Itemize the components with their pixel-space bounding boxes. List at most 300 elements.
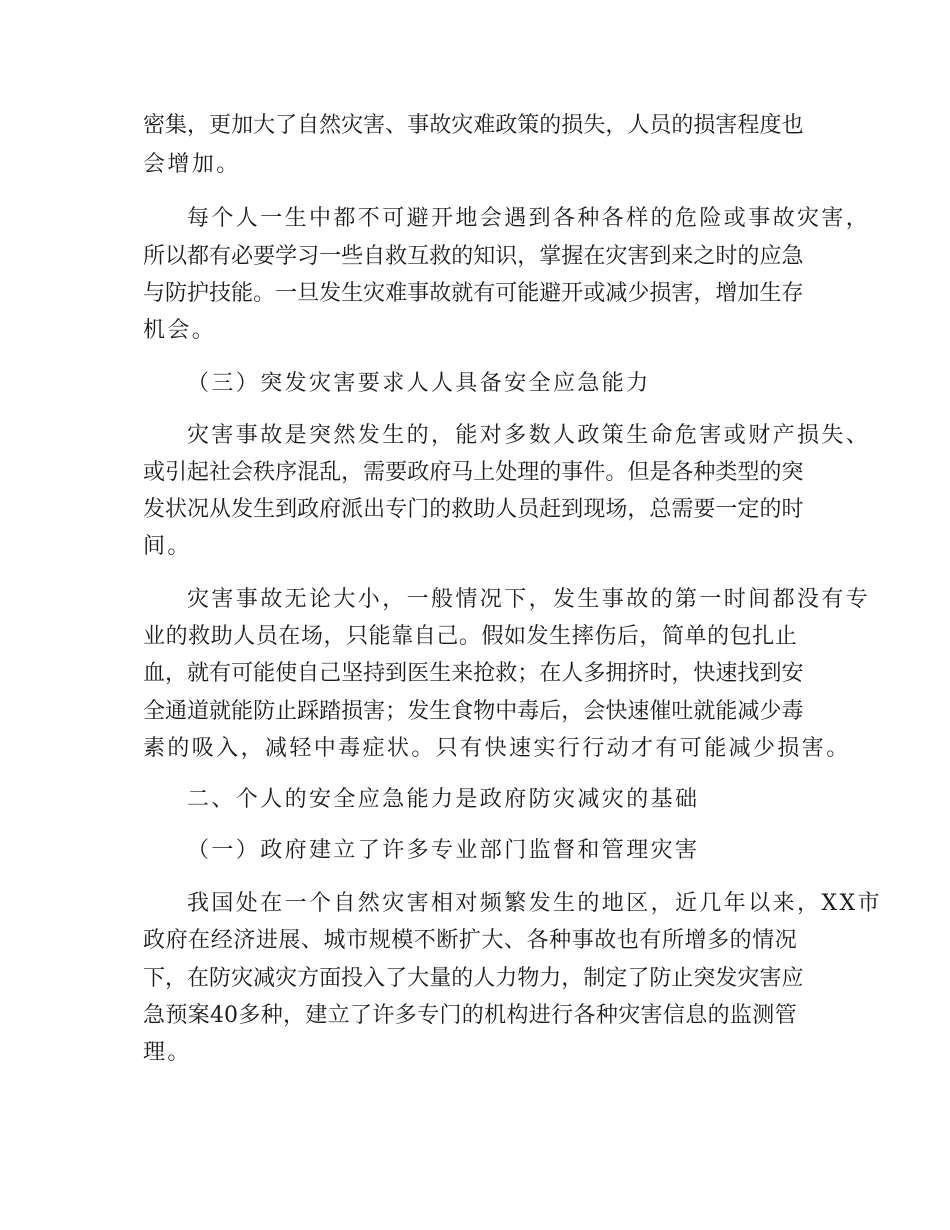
glyph: 人 bbox=[627, 113, 650, 138]
glyph: 人 bbox=[473, 966, 496, 991]
glyph: 一 bbox=[275, 281, 298, 306]
glyph: 自 bbox=[363, 244, 386, 269]
glyph: 程 bbox=[737, 113, 760, 138]
glyph: 到 bbox=[561, 497, 584, 522]
glyph: ， bbox=[165, 661, 188, 686]
glyph: 政 bbox=[297, 497, 320, 522]
paragraph-line bbox=[143, 274, 804, 314]
glyph: 的 bbox=[707, 624, 730, 649]
glyph: 员 bbox=[517, 497, 540, 522]
glyph: 种 bbox=[693, 460, 716, 485]
glyph: 所 bbox=[661, 928, 684, 953]
glyph: 防 bbox=[649, 966, 672, 991]
glyph: 投 bbox=[341, 966, 364, 991]
glyph: 类 bbox=[715, 460, 738, 485]
glyph: 方 bbox=[297, 966, 320, 991]
section-heading: （三）突发灾害要求人人具备安全应急能力 bbox=[187, 371, 651, 396]
glyph: 所 bbox=[143, 244, 166, 269]
glyph: 立 bbox=[327, 1003, 350, 1028]
glyph: 引 bbox=[165, 460, 188, 485]
glyph: 模 bbox=[391, 928, 414, 953]
glyph: 在 bbox=[188, 928, 211, 953]
glyph: 的 bbox=[759, 460, 782, 485]
glyph: 少 bbox=[627, 281, 650, 306]
glyph: 多 bbox=[707, 928, 730, 953]
paragraph-line bbox=[143, 921, 797, 961]
paragraph-line: 我国处在一个自然灾害相对频繁发生的地区，近几年以来，XX市 bbox=[187, 891, 882, 916]
glyph: 员 bbox=[649, 113, 672, 138]
glyph: 面 bbox=[319, 966, 342, 991]
glyph: ， bbox=[605, 113, 628, 138]
glyph: 使 bbox=[275, 661, 298, 686]
glyph: ， bbox=[639, 624, 662, 649]
glyph: 一 bbox=[319, 244, 342, 269]
glyph: 害 bbox=[715, 113, 738, 138]
glyph: 应 bbox=[781, 966, 804, 991]
glyph: 损 bbox=[341, 699, 364, 724]
glyph: 快 bbox=[605, 699, 628, 724]
glyph: 催 bbox=[649, 699, 672, 724]
glyph: ， bbox=[165, 966, 188, 991]
glyph: 食 bbox=[451, 699, 474, 724]
glyph: 赶 bbox=[539, 497, 562, 522]
glyph: 扩 bbox=[458, 928, 481, 953]
glyph: 构 bbox=[506, 1003, 529, 1028]
paragraph-line bbox=[143, 996, 797, 1036]
glyph: 政 bbox=[407, 460, 430, 485]
glyph: 灾 bbox=[341, 113, 364, 138]
glyph: 。 bbox=[458, 624, 481, 649]
glyph: 场 bbox=[300, 624, 323, 649]
glyph: 救 bbox=[429, 244, 452, 269]
glyph: 各 bbox=[526, 928, 549, 953]
glyph: 避 bbox=[539, 281, 562, 306]
glyph: 发 bbox=[319, 281, 342, 306]
glyph: 测 bbox=[752, 1003, 775, 1028]
glyph: 处 bbox=[495, 460, 518, 485]
glyph: 专 bbox=[417, 1003, 440, 1028]
glyph: 序 bbox=[275, 460, 298, 485]
glyph: 害 bbox=[363, 113, 386, 138]
glyph: 事 bbox=[407, 281, 430, 306]
glyph: 理 bbox=[517, 460, 540, 485]
glyph: 少 bbox=[759, 699, 782, 724]
glyph: 密 bbox=[143, 113, 166, 138]
glyph: 更 bbox=[209, 113, 232, 138]
glyph: 物 bbox=[517, 966, 540, 991]
glyph: 扎 bbox=[752, 624, 775, 649]
glyph: 能 bbox=[231, 281, 254, 306]
glyph: 发 bbox=[231, 497, 254, 522]
glyph: 救 bbox=[495, 661, 518, 686]
glyph: 的 bbox=[451, 966, 474, 991]
glyph: 坚 bbox=[341, 661, 364, 686]
glyph: 防 bbox=[253, 699, 276, 724]
glyph: 灾 bbox=[363, 281, 386, 306]
glyph: 己 bbox=[436, 624, 459, 649]
glyph: 找 bbox=[737, 661, 760, 686]
glyph: ， bbox=[517, 244, 540, 269]
glyph: 在 bbox=[583, 244, 606, 269]
glyph: 、 bbox=[300, 928, 323, 953]
paragraph-line bbox=[143, 106, 804, 146]
glyph: 毒 bbox=[781, 699, 804, 724]
glyph: 出 bbox=[363, 497, 386, 522]
glyph: 难 bbox=[385, 281, 408, 306]
glyph: 助 bbox=[210, 624, 233, 649]
glyph: 情 bbox=[752, 928, 775, 953]
glyph: 的 bbox=[539, 113, 562, 138]
glyph: 事 bbox=[571, 928, 594, 953]
glyph: 损 bbox=[649, 281, 672, 306]
glyph: 踏 bbox=[319, 699, 342, 724]
glyph: 业 bbox=[143, 624, 166, 649]
glyph: 护 bbox=[187, 281, 210, 306]
glyph: 生 bbox=[253, 497, 276, 522]
glyph: 人 bbox=[233, 624, 256, 649]
glyph: 发 bbox=[407, 699, 430, 724]
glyph: 急 bbox=[781, 244, 804, 269]
glyph: 存 bbox=[781, 281, 804, 306]
glyph: 秩 bbox=[253, 460, 276, 485]
glyph: 的 bbox=[451, 244, 474, 269]
glyph: 速 bbox=[715, 661, 738, 686]
glyph: 生 bbox=[429, 661, 452, 686]
glyph: 府 bbox=[165, 928, 188, 953]
glyph: 安 bbox=[781, 661, 804, 686]
glyph: 有 bbox=[639, 928, 662, 953]
glyph: 加 bbox=[231, 113, 254, 138]
glyph: 政 bbox=[143, 928, 166, 953]
glyph: 能 bbox=[517, 281, 540, 306]
glyph: 门 bbox=[407, 497, 430, 522]
paragraph-line: 灾害事故无论大小，一般情况下，发生事故的第一时间都没有专 bbox=[187, 587, 871, 612]
glyph: 机 bbox=[484, 1003, 507, 1028]
glyph: 踩 bbox=[297, 699, 320, 724]
glyph: 规 bbox=[368, 928, 391, 953]
glyph: 的 bbox=[759, 497, 782, 522]
glyph: 也 bbox=[781, 113, 804, 138]
paragraph-line: 间。 bbox=[143, 534, 192, 559]
glyph: 要 bbox=[253, 244, 276, 269]
glyph: 大 bbox=[481, 928, 504, 953]
glyph: 掌 bbox=[539, 244, 562, 269]
glyph: 或 bbox=[143, 460, 166, 485]
glyph: 如 bbox=[504, 624, 527, 649]
glyph: 定 bbox=[737, 497, 760, 522]
glyph: 止 bbox=[671, 966, 694, 991]
glyph: 害 bbox=[363, 699, 386, 724]
glyph: 拥 bbox=[605, 661, 628, 686]
glyph: 损 bbox=[693, 113, 716, 138]
glyph: 的 bbox=[737, 244, 760, 269]
glyph: 多 bbox=[238, 1003, 261, 1028]
glyph: 学 bbox=[275, 244, 298, 269]
glyph: 种 bbox=[595, 1003, 618, 1028]
glyph: 有 bbox=[473, 281, 496, 306]
glyph: 生 bbox=[759, 281, 782, 306]
glyph: 一 bbox=[715, 497, 738, 522]
glyph: 止 bbox=[774, 624, 797, 649]
glyph: ， bbox=[323, 624, 346, 649]
glyph: 起 bbox=[187, 460, 210, 485]
glyph: 些 bbox=[341, 244, 364, 269]
glyph: 度 bbox=[759, 113, 782, 138]
glyph: ； bbox=[385, 699, 408, 724]
glyph: 时 bbox=[781, 497, 804, 522]
glyph: 要 bbox=[385, 460, 408, 485]
glyph: 是 bbox=[649, 460, 672, 485]
glyph: 互 bbox=[407, 244, 430, 269]
glyph: 来 bbox=[451, 661, 474, 686]
glyph: 了 bbox=[627, 966, 650, 991]
glyph: 速 bbox=[627, 699, 650, 724]
glyph: 的 bbox=[165, 624, 188, 649]
paragraph-line bbox=[143, 617, 797, 657]
paragraph-line bbox=[143, 654, 804, 694]
glyph: 就 bbox=[693, 699, 716, 724]
glyph: 只 bbox=[346, 624, 369, 649]
glyph: 吐 bbox=[671, 699, 694, 724]
glyph: 物 bbox=[473, 699, 496, 724]
glyph: 就 bbox=[451, 281, 474, 306]
glyph: 各 bbox=[671, 460, 694, 485]
glyph: 失 bbox=[583, 113, 606, 138]
glyph: 门 bbox=[439, 1003, 462, 1028]
glyph: 上 bbox=[473, 460, 496, 485]
glyph: 事 bbox=[561, 460, 584, 485]
glyph: ， bbox=[187, 113, 210, 138]
glyph: 管 bbox=[774, 1003, 797, 1028]
glyph: 减 bbox=[253, 966, 276, 991]
glyph: 救 bbox=[451, 497, 474, 522]
glyph: 医 bbox=[407, 661, 430, 686]
glyph: 政 bbox=[495, 113, 518, 138]
glyph: ， bbox=[561, 699, 584, 724]
glyph: 有 bbox=[209, 244, 232, 269]
glyph: 种 bbox=[260, 1003, 283, 1028]
glyph: 的 bbox=[729, 928, 752, 953]
glyph: 各 bbox=[573, 1003, 596, 1028]
glyph: 害 bbox=[671, 281, 694, 306]
glyph: 中 bbox=[495, 699, 518, 724]
glyph: 况 bbox=[187, 497, 210, 522]
glyph: 要 bbox=[693, 497, 716, 522]
glyph: 量 bbox=[429, 966, 452, 991]
glyph: 必 bbox=[231, 244, 254, 269]
glyph: 急 bbox=[143, 1003, 166, 1028]
glyph: 发 bbox=[715, 966, 738, 991]
glyph: 40 bbox=[210, 1003, 239, 1028]
glyph: 的 bbox=[461, 1003, 484, 1028]
glyph: 案 bbox=[187, 1003, 210, 1028]
glyph: 摔 bbox=[571, 624, 594, 649]
glyph: 故 bbox=[594, 928, 617, 953]
glyph: 时 bbox=[649, 661, 672, 686]
glyph: 行 bbox=[551, 1003, 574, 1028]
glyph: 、 bbox=[385, 113, 408, 138]
glyph: 府 bbox=[319, 497, 342, 522]
glyph: 在 bbox=[539, 661, 562, 686]
glyph: 的 bbox=[707, 1003, 730, 1028]
glyph: 或 bbox=[583, 281, 606, 306]
glyph: 场 bbox=[605, 497, 628, 522]
glyph: 能 bbox=[231, 699, 254, 724]
glyph: 防 bbox=[165, 281, 188, 306]
glyph: ， bbox=[627, 497, 650, 522]
glyph: 防 bbox=[209, 966, 232, 991]
glyph: 难 bbox=[473, 113, 496, 138]
glyph: 发 bbox=[526, 624, 549, 649]
glyph: 入 bbox=[363, 966, 386, 991]
glyph: 人 bbox=[495, 497, 518, 522]
glyph: 制 bbox=[583, 966, 606, 991]
glyph: 事 bbox=[407, 113, 430, 138]
glyph: 握 bbox=[561, 244, 584, 269]
glyph: 现 bbox=[583, 497, 606, 522]
glyph: 社 bbox=[209, 460, 232, 485]
glyph: 可 bbox=[495, 281, 518, 306]
glyph: 自 bbox=[297, 113, 320, 138]
glyph: 灾 bbox=[275, 966, 298, 991]
glyph: 开 bbox=[561, 281, 584, 306]
glyph: 总 bbox=[649, 497, 672, 522]
glyph: 减 bbox=[737, 699, 760, 724]
glyph: 乱 bbox=[319, 460, 342, 485]
glyph: 到 bbox=[385, 661, 408, 686]
glyph: 发 bbox=[143, 497, 166, 522]
glyph: 灾 bbox=[605, 244, 628, 269]
glyph: ， bbox=[693, 281, 716, 306]
glyph: 派 bbox=[341, 497, 364, 522]
glyph: 靠 bbox=[391, 624, 414, 649]
paragraph-line bbox=[143, 490, 804, 530]
glyph: 在 bbox=[187, 966, 210, 991]
glyph: 自 bbox=[297, 661, 320, 686]
paragraph-line: 素的吸入，减轻中毒症状。只有快速实行行动才有可能减少损害。 bbox=[143, 736, 851, 761]
glyph: 加 bbox=[737, 281, 760, 306]
glyph: 持 bbox=[363, 661, 386, 686]
glyph: 但 bbox=[627, 460, 650, 485]
glyph: 力 bbox=[495, 966, 518, 991]
section-heading: 二、个人的安全应急能力是政府防灾减灾的基础 bbox=[187, 787, 700, 812]
glyph: 进 bbox=[255, 928, 278, 953]
glyph: 就 bbox=[187, 661, 210, 686]
glyph: 通 bbox=[165, 699, 188, 724]
glyph: 了 bbox=[385, 966, 408, 991]
glyph: 大 bbox=[407, 966, 430, 991]
glyph: 城 bbox=[323, 928, 346, 953]
glyph: 会 bbox=[583, 699, 606, 724]
glyph: 救 bbox=[188, 624, 211, 649]
glyph: 信 bbox=[662, 1003, 685, 1028]
glyph: 经 bbox=[210, 928, 233, 953]
glyph: 在 bbox=[278, 624, 301, 649]
glyph: 从 bbox=[209, 497, 232, 522]
glyph: 应 bbox=[759, 244, 782, 269]
glyph: 知 bbox=[473, 244, 496, 269]
glyph: 。 bbox=[605, 460, 628, 485]
glyph: 时 bbox=[715, 244, 738, 269]
glyph: 增 bbox=[715, 281, 738, 306]
glyph: 息 bbox=[685, 1003, 708, 1028]
glyph: 生 bbox=[429, 699, 452, 724]
glyph: 能 bbox=[368, 624, 391, 649]
glyph: 故 bbox=[429, 281, 452, 306]
glyph: 损 bbox=[561, 113, 584, 138]
glyph: 集 bbox=[165, 113, 188, 138]
glyph: 进 bbox=[528, 1003, 551, 1028]
glyph: 减 bbox=[605, 281, 628, 306]
glyph: 、 bbox=[504, 928, 527, 953]
glyph: 的 bbox=[539, 460, 562, 485]
glyph: 建 bbox=[305, 1003, 328, 1028]
glyph: ， bbox=[283, 1003, 306, 1028]
glyph: 来 bbox=[671, 244, 694, 269]
paragraph-line: 灾害事故是突然发生的，能对多数人政策生命危害或财产损失、 bbox=[187, 423, 871, 448]
glyph: 技 bbox=[209, 281, 232, 306]
section-heading: （一）政府建立了许多专业部门监督和管理灾害 bbox=[187, 838, 700, 863]
paragraph-line: 会增加。 bbox=[143, 152, 241, 177]
glyph: 伤 bbox=[594, 624, 617, 649]
glyph: 以 bbox=[165, 244, 188, 269]
glyph: 单 bbox=[684, 624, 707, 649]
glyph: 到 bbox=[275, 497, 298, 522]
glyph: 都 bbox=[187, 244, 210, 269]
glyph: 后 bbox=[539, 699, 562, 724]
glyph: 就 bbox=[209, 699, 232, 724]
glyph: 了 bbox=[275, 113, 298, 138]
glyph: 灾 bbox=[618, 1003, 641, 1028]
glyph: 突 bbox=[693, 966, 716, 991]
glyph: 简 bbox=[661, 624, 684, 649]
glyph: 生 bbox=[549, 624, 572, 649]
glyph: 后 bbox=[616, 624, 639, 649]
glyph: 定 bbox=[605, 966, 628, 991]
glyph: 况 bbox=[774, 928, 797, 953]
glyph: ， bbox=[341, 460, 364, 485]
glyph: 止 bbox=[275, 699, 298, 724]
glyph: 展 bbox=[278, 928, 301, 953]
glyph: 故 bbox=[429, 113, 452, 138]
glyph: 需 bbox=[671, 497, 694, 522]
glyph: 之 bbox=[693, 244, 716, 269]
glyph: 生 bbox=[341, 281, 364, 306]
glyph: 状 bbox=[165, 497, 188, 522]
glyph: 种 bbox=[549, 928, 572, 953]
glyph: 多 bbox=[394, 1003, 417, 1028]
glyph: 助 bbox=[473, 497, 496, 522]
glyph: 人 bbox=[561, 661, 584, 686]
glyph: 识 bbox=[495, 244, 518, 269]
glyph: 可 bbox=[231, 661, 254, 686]
glyph: 的 bbox=[429, 497, 452, 522]
paragraph-line bbox=[143, 453, 804, 493]
glyph: 到 bbox=[759, 661, 782, 686]
glyph: 灾 bbox=[737, 966, 760, 991]
glyph: 大 bbox=[253, 113, 276, 138]
glyph: 灾 bbox=[451, 113, 474, 138]
glyph: 多 bbox=[583, 661, 606, 686]
glyph: 到 bbox=[649, 244, 672, 269]
glyph: 习 bbox=[297, 244, 320, 269]
glyph: ， bbox=[561, 966, 584, 991]
glyph: 假 bbox=[481, 624, 504, 649]
glyph: 马 bbox=[451, 460, 474, 485]
glyph: 增 bbox=[684, 928, 707, 953]
glyph: 毒 bbox=[517, 699, 540, 724]
glyph: 济 bbox=[233, 928, 256, 953]
